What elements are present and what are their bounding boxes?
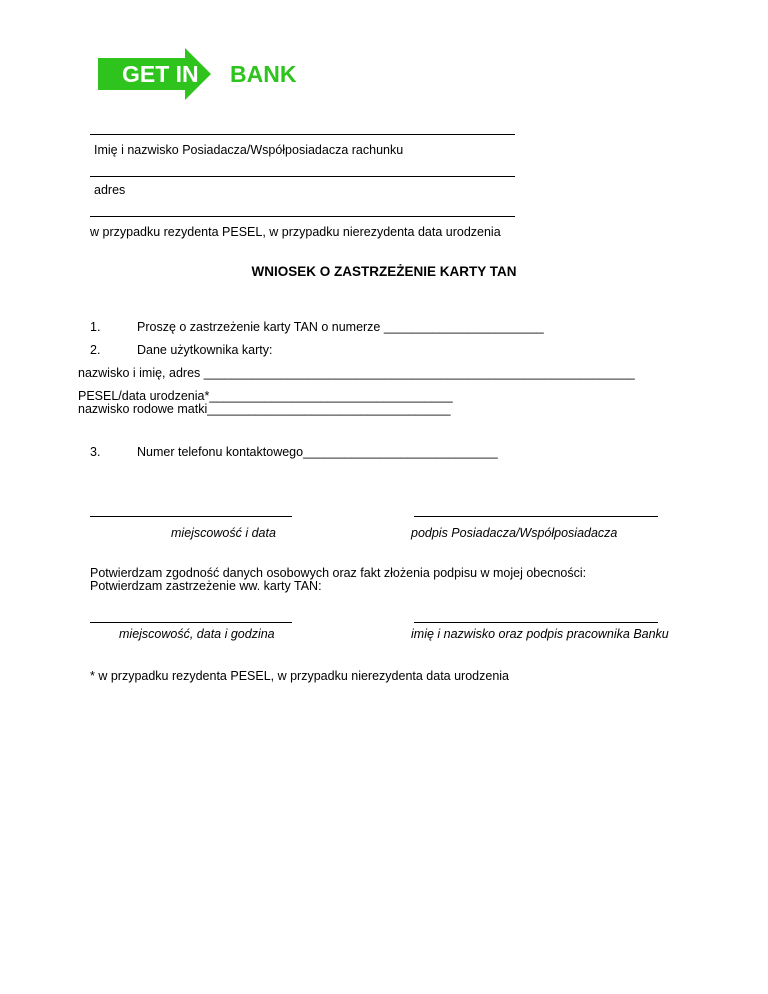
holder-signature-caption: podpis Posiadacza/Współposiadacza [411,526,618,540]
header-line-3 [90,216,515,217]
header-line-2 [90,176,515,177]
item-2-number: 2. [90,343,101,357]
confirmation-line-1: Potwierdzam zgodność danych osobowych oraz fakt złożenia podpisu w mojej obecności: [90,566,587,580]
logo-word-bank: BANK [230,61,297,87]
footnote: * w przypadku rezydenta PESEL, w przypadku nierezydenta data urodzenia [90,669,509,683]
signature-line-place-date [90,516,292,517]
getin-bank-logo [98,48,298,100]
item-3-text: Numer telefonu kontaktowego____________________________ [137,445,498,459]
employee-signature-caption: imię i nazwisko oraz podpis pracownika Banku [411,627,669,641]
confirmation-line-2: Potwierdzam zastrzeżenie ww. karty TAN: [90,579,322,593]
mother-maiden-name-field: nazwisko rodowe matki___________________________________ [78,402,451,416]
document-title: WNIOSEK O ZASTRZEŻENIE KARTY TAN [251,264,517,279]
item-1-number: 1. [90,320,101,334]
place-date-caption: miejscowość i data [171,526,276,540]
signature-line-holder [414,516,658,517]
holder-name-label: Imię i nazwisko Posiadacza/Współposiadacza rachunku [94,143,404,157]
address-label: adres [94,183,126,197]
logo-word-getin: GET IN [122,61,199,87]
item-2-text: Dane użytkownika karty: [137,343,273,357]
signature-line-employee [414,622,658,623]
header-line-1 [90,134,515,135]
signature-line-place-date-time [90,622,292,623]
pesel-note-label: w przypadku rezydenta PESEL, w przypadku nierezydenta data urodzenia [90,225,501,239]
item-3-number: 3. [90,445,101,459]
place-date-time-caption: miejscowość, data i godzina [119,627,275,641]
user-pesel-field: PESEL/data urodzenia*___________________________________ [78,389,453,403]
item-1-text: Proszę o zastrzeżenie karty TAN o numerze _______________________ [137,320,544,334]
user-name-address-field: nazwisko i imię, adres ______________________________________________________________ [78,366,635,380]
